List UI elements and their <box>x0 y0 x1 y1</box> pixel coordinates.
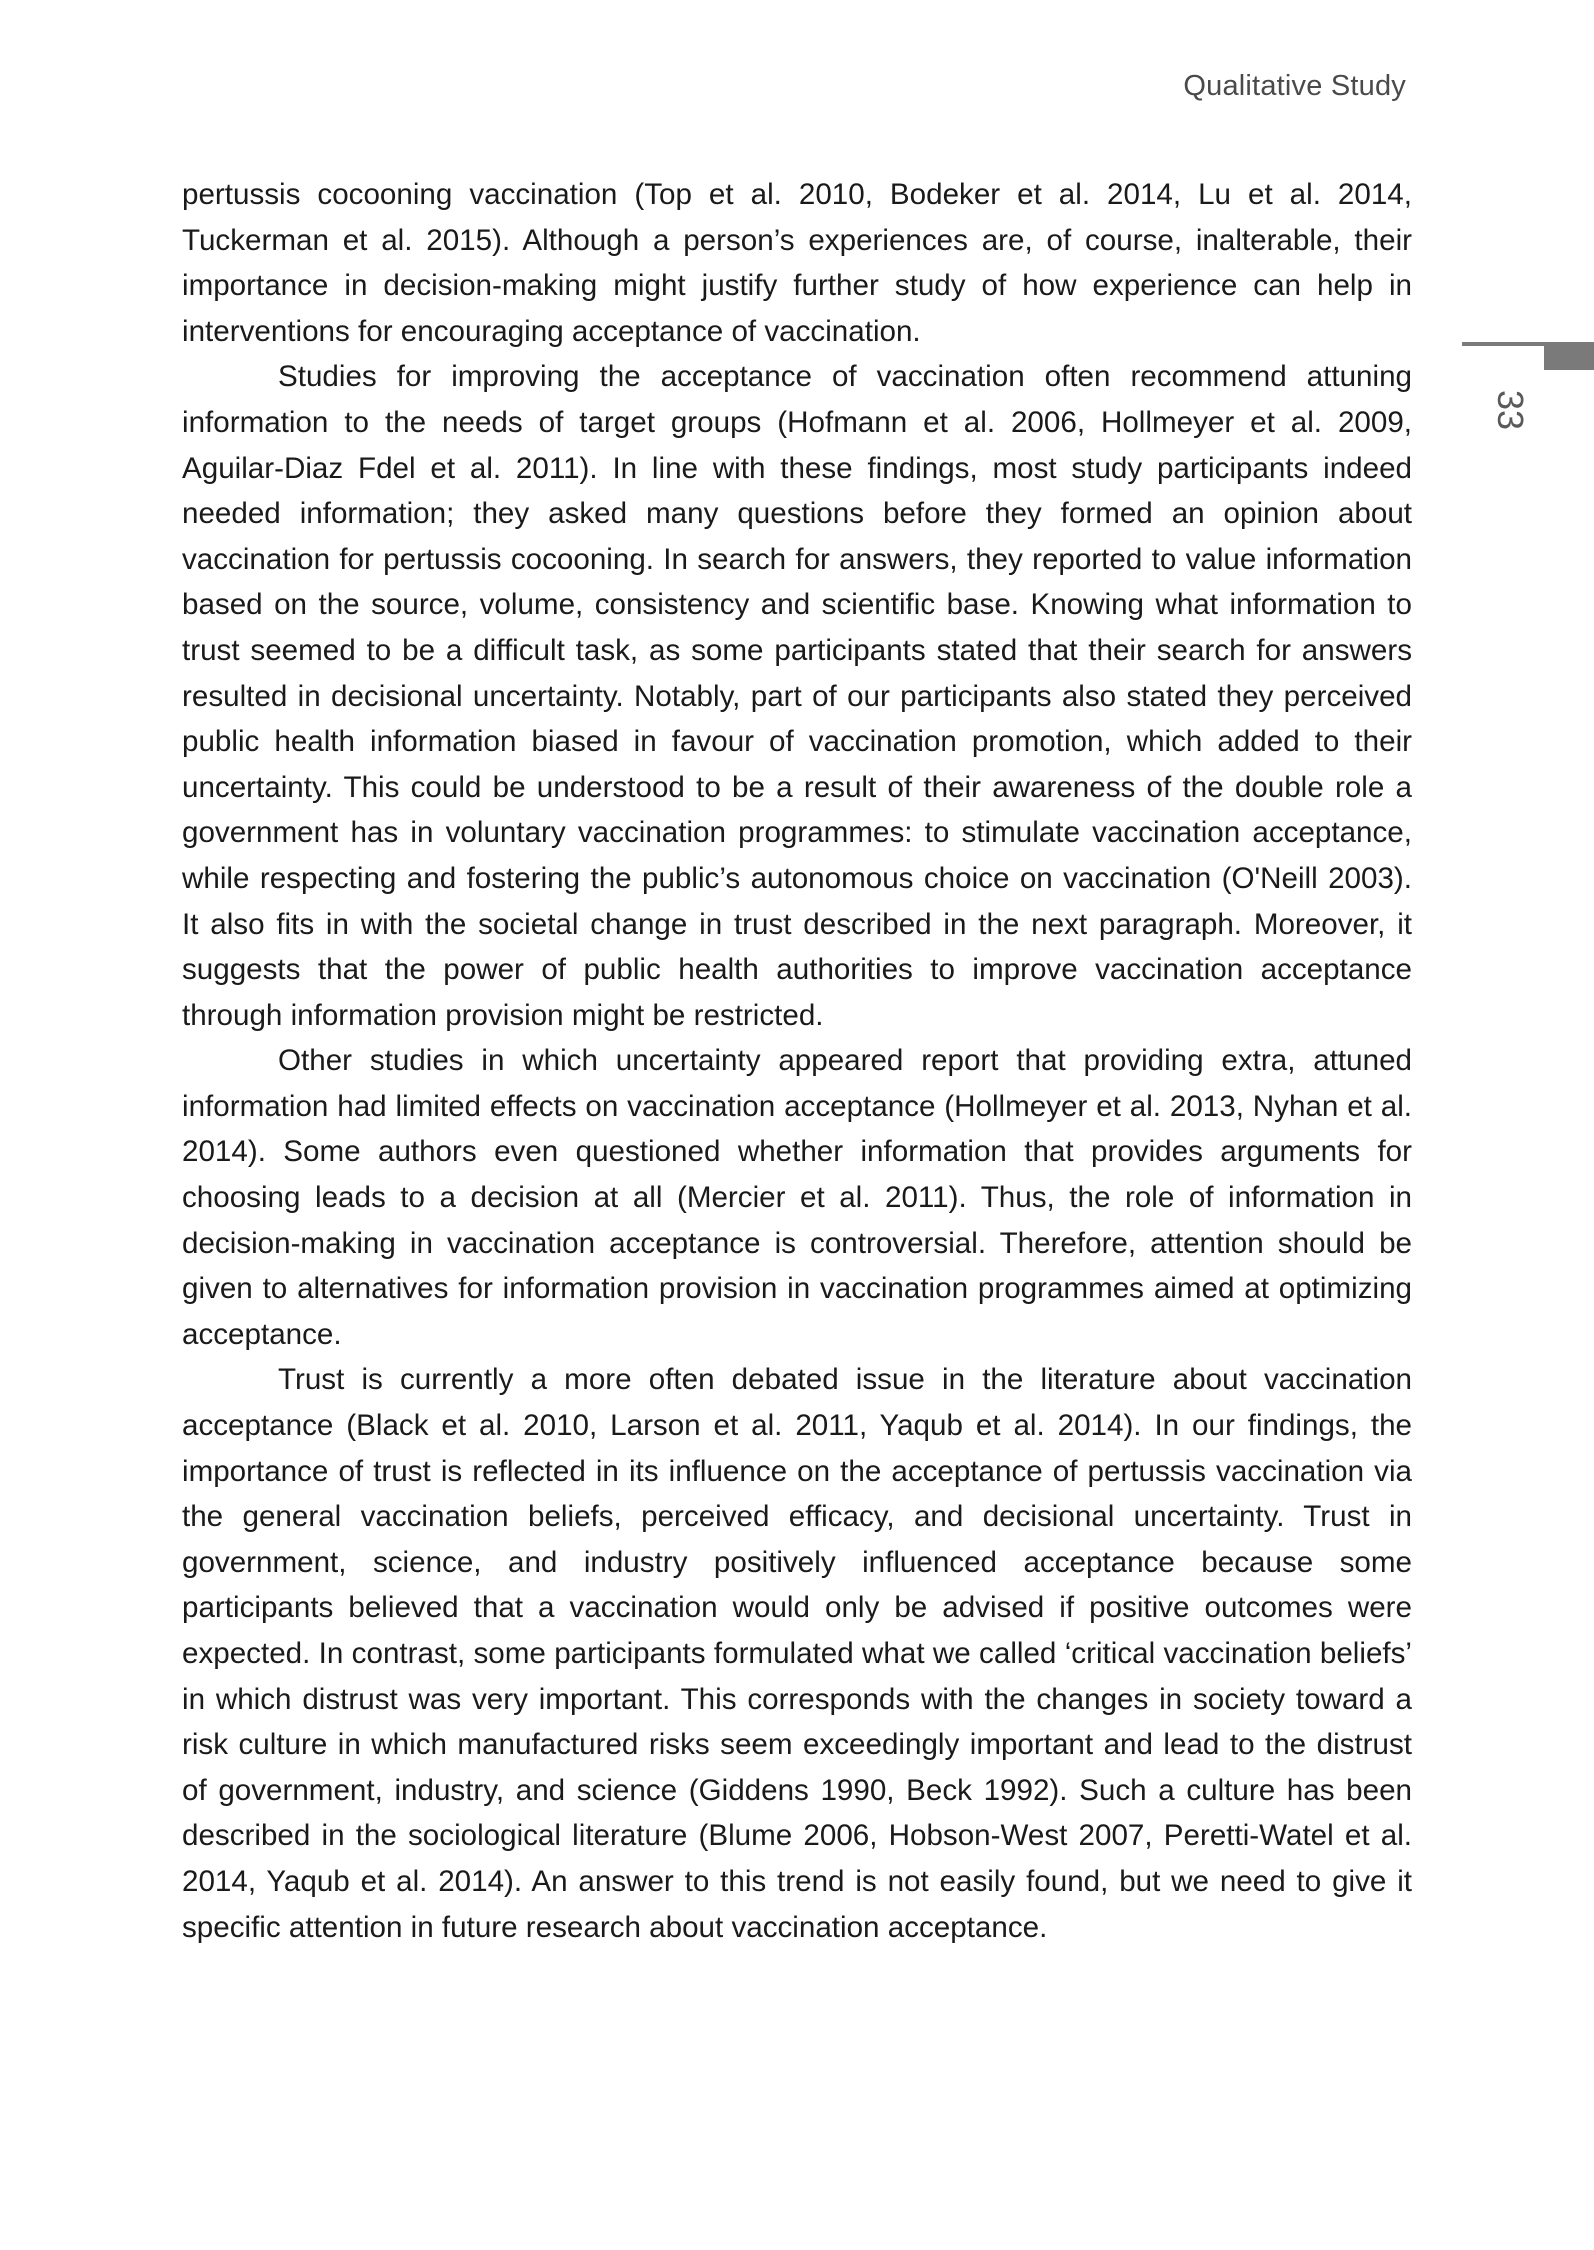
paragraph-information-needs: Studies for improving the acceptance of vaccination often recommend attuning information to the needs of target groups (Hofmann et al. 2006, Hollmeyer et al. 2009, Aguilar-Diaz Fdel et al. 2011). In line with these findings, most study participants indeed needed information; they asked many questions before they formed an opinion about vaccination for pertussis cocooning. In search for answers, they reported to value information based on the source, volume, consistency and scientific base. Knowing what information to trust seemed to be a difficult task, as some participants stated that their search for answers resulted in decisional uncertainty. Notably, part of our participants also stated they perceived public health information biased in favour of vaccination promotion, which added to their uncertainty. This could be understood to be a result of their awareness of the double role a government has in voluntary vaccination programmes: to stimulate vaccination acceptance, while respecting and fostering the public’s autonomous choice on vaccination (O'Neill 2003). It also fits in with the societal change in trust described in the next paragraph. Moreover, it suggests that the power of public health authorities to improve vaccination acceptance through information provision might be restricted. <box>182 360 1412 1032</box>
running-header-title: Qualitative Study <box>1183 70 1406 102</box>
paragraph-trust: Trust is currently a more often debated issue in the literature about vaccination acceptance (Black et al. 2010, Larson et al. 2011, Yaqub et al. 2014). In our findings, the importance of trust is reflected in its influence on the acceptance of pertussis vaccination via the general vaccination beliefs, perceived efficacy, and decisional uncertainty. Trust in government, science, and industry positively influenced acceptance because some participants believed that a vaccination would only be advised if positive outcomes were expected. In contrast, some participants formulated what we called ‘critical vaccination beliefs’ in which distrust was very important. This corresponds with the changes in society toward a risk culture in which manufactured risks seem exceedingly important and lead to the distrust of government, industry, and science (Giddens 1990, Beck 1992). Such a culture has been described in the sociological literature (Blume 2006, Hobson-West 2007, Peretti-Watel et al. 2014, Yaqub et al. 2014). An answer to this trend is not easily found, but we need to give it specific attention in future research about vaccination acceptance. <box>182 1363 1412 1944</box>
page-number-tab <box>1544 342 1594 370</box>
paragraph-continuation: pertussis cocooning vaccination (Top et al. 2010, Bodeker et al. 2014, Lu et al. 2014, Tuckerman et al. 2015). Although a person’s experiences are, of course, inalterable, their importance in decision-making might justify further study of how experience can help in interventions for encouraging acceptance of vaccination. <box>182 178 1412 348</box>
page-number-rule <box>1462 342 1544 346</box>
body-text <box>182 172 1412 1950</box>
page-number: 33 <box>1490 389 1531 431</box>
paragraph-uncertainty-studies: Other studies in which uncertainty appeared report that providing extra, attuned information had limited effects on vaccination acceptance (Hollmeyer et al. 2013, Nyhan et al. 2014). Some authors even questioned whether information that provides arguments for choosing leads to a decision at all (Mercier et al. 2011). Thus, the role of information in decision-making in vaccination acceptance is controversial. Therefore, attention should be given to alternatives for information provision in vaccination programmes aimed at optimizing acceptance. <box>182 1044 1412 1351</box>
